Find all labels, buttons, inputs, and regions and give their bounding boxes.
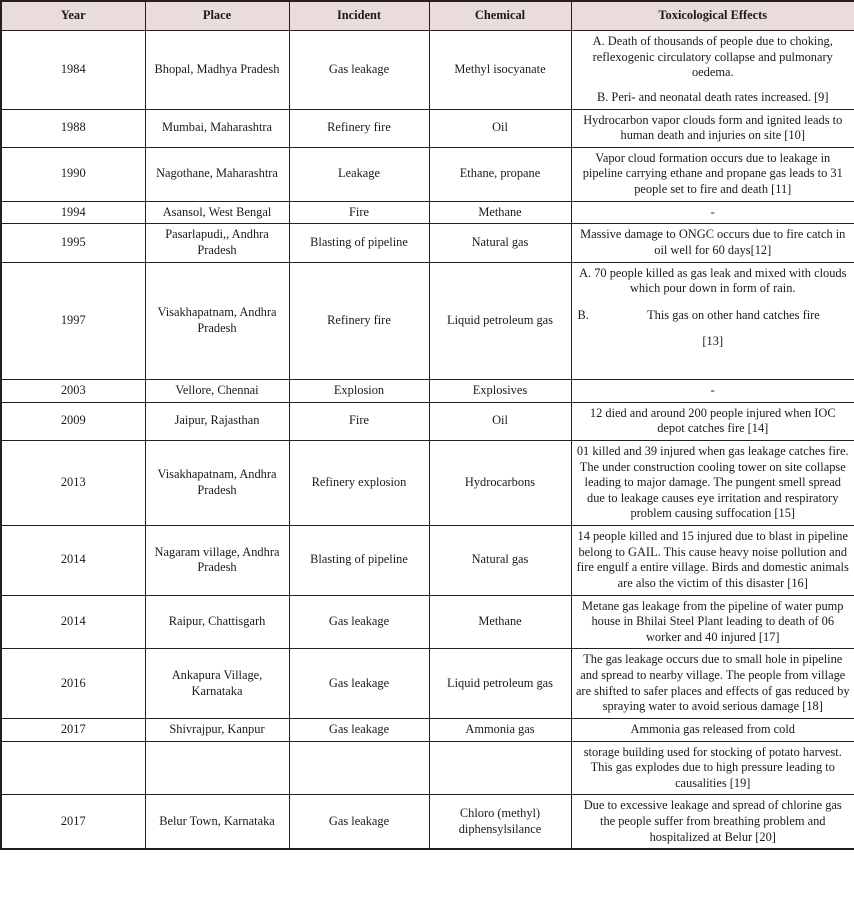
cell-place [145, 741, 289, 795]
cell-year: 2009 [1, 402, 145, 440]
table-row-continuation [1, 741, 854, 795]
cell-chemical: Oil [429, 109, 571, 147]
cell-incident: Refinery fire [289, 109, 429, 147]
cell-chemical: Explosives [429, 380, 571, 403]
table-row [1, 526, 854, 596]
cell-place: Pasarlapudi,, Andhra Pradesh [145, 224, 289, 262]
table-row [1, 147, 854, 201]
table-body [1, 31, 854, 850]
table-row [1, 649, 854, 719]
cell-incident: Blasting of pipeline [289, 224, 429, 262]
table-header-row [1, 1, 854, 31]
cell-incident: Leakage [289, 147, 429, 201]
cell-incident: Gas leakage [289, 595, 429, 649]
cell-effects: - [571, 201, 854, 224]
cell-year: 1994 [1, 201, 145, 224]
table-row [1, 718, 854, 741]
effects-item-a: A. Death of thousands of people due to choking, reflexogenic circulatory collapse and pulmonary oedema. [592, 34, 833, 80]
table-row [1, 795, 854, 849]
cell-effects: Ammonia gas released from cold [571, 718, 854, 741]
cell-place: Belur Town, Karnataka [145, 795, 289, 849]
effects-reference: [13] [702, 334, 724, 349]
table-row [1, 402, 854, 440]
cell-year: 2013 [1, 440, 145, 525]
effects-item-b [576, 308, 851, 324]
cell-year: 1984 [1, 31, 145, 110]
cell-place: Vellore, Chennai [145, 380, 289, 403]
cell-place: Raipur, Chattisgarh [145, 595, 289, 649]
cell-chemical: Ethane, propane [429, 147, 571, 201]
cell-year: 2017 [1, 718, 145, 741]
cell-year: 1997 [1, 262, 145, 380]
cell-effects: Vapor cloud formation occurs due to leakage in pipeline carrying ethane and propane gas leads to 31 people set to fire and death [11] [571, 147, 854, 201]
table-row [1, 31, 854, 110]
table-row [1, 109, 854, 147]
cell-incident: Fire [289, 402, 429, 440]
cell-effects [571, 31, 854, 110]
cell-place: Bhopal, Madhya Pradesh [145, 31, 289, 110]
cell-chemical: Ammonia gas [429, 718, 571, 741]
column-header-effects: Toxicological Effects [571, 1, 854, 31]
cell-year: 2014 [1, 526, 145, 596]
effects-item-b-marker: B. [577, 307, 589, 322]
cell-effects: 01 killed and 39 injured when gas leakage catches fire. The under construction cooling tower on site collapse leading to major damage. The pungent smell spread due to leakage causes eye irritation and respiratory problem causing suffocation [15] [571, 440, 854, 525]
cell-place: Ankapura Village, Karnataka [145, 649, 289, 719]
cell-chemical: Methane [429, 201, 571, 224]
cell-incident: Refinery fire [289, 262, 429, 380]
cell-place: Mumbai, Maharashtra [145, 109, 289, 147]
cell-incident: Gas leakage [289, 649, 429, 719]
cell-incident: Gas leakage [289, 795, 429, 849]
cell-year [1, 741, 145, 795]
cell-chemical: Methyl isocyanate [429, 31, 571, 110]
cell-chemical: Chloro (methyl) diphensylsilance [429, 795, 571, 849]
cell-chemical: Oil [429, 402, 571, 440]
cell-chemical: Liquid petroleum gas [429, 262, 571, 380]
table-row [1, 262, 854, 380]
cell-effects: Metane gas leakage from the pipeline of water pump house in Bhilai Steel Plant leading to death of 06 worker and 40 injured [17] [571, 595, 854, 649]
cell-chemical: Liquid petroleum gas [429, 649, 571, 719]
cell-spacer [576, 350, 851, 376]
table-header [1, 1, 854, 31]
table-row [1, 224, 854, 262]
effects-item-b-text: This gas on other hand catches fire [647, 307, 820, 322]
table-row [1, 595, 854, 649]
cell-effects: Massive damage to ONGC occurs due to fire catch in oil well for 60 days[12] [571, 224, 854, 262]
table-row [1, 201, 854, 224]
column-header-place: Place [145, 1, 289, 31]
cell-effects: - [571, 380, 854, 403]
column-header-year: Year [1, 1, 145, 31]
cell-chemical: Methane [429, 595, 571, 649]
cell-effects: 14 people killed and 15 injured due to blast in pipeline belong to GAIL. This cause heavy noise pollution and fire engulf a entire village. Birds and domestic animals are also the victim of this disaster [16] [571, 526, 854, 596]
table-row [1, 380, 854, 403]
cell-incident: Gas leakage [289, 718, 429, 741]
cell-effects: Hydrocarbon vapor clouds form and ignited leads to human death and injuries on site [10] [571, 109, 854, 147]
cell-year: 2003 [1, 380, 145, 403]
cell-place: Nagaram village, Andhra Pradesh [145, 526, 289, 596]
cell-place: Shivrajpur, Kanpur [145, 718, 289, 741]
cell-place: Nagothane, Maharashtra [145, 147, 289, 201]
cell-incident: Fire [289, 201, 429, 224]
cell-effects: Due to excessive leakage and spread of chlorine gas the people suffer from breathing problem and hospitalized at Belur [20] [571, 795, 854, 849]
cell-year: 1988 [1, 109, 145, 147]
cell-chemical: Natural gas [429, 526, 571, 596]
column-header-incident: Incident [289, 1, 429, 31]
cell-year: 1990 [1, 147, 145, 201]
cell-incident: Refinery explosion [289, 440, 429, 525]
cell-incident: Gas leakage [289, 31, 429, 110]
cell-year: 2017 [1, 795, 145, 849]
effects-item-b: B. Peri- and neonatal death rates increased. [9] [596, 89, 829, 104]
cell-effects: storage building used for stocking of potato harvest. This gas explodes due to high pressure leading to causalities [19] [571, 741, 854, 795]
cell-effects: The gas leakage occurs due to small hole in pipeline and spread to nearby village. The people from village are shifted to safer places and effects of gas reduced by spraying water to avoid serious damage [18] [571, 649, 854, 719]
cell-effects: 12 died and around 200 people injured when IOC depot catches fire [14] [571, 402, 854, 440]
cell-chemical: Hydrocarbons [429, 440, 571, 525]
effects-item-a: A. 70 people killed as gas leak and mixed with clouds which pour down in form of rain. [579, 265, 847, 296]
cell-chemical: Natural gas [429, 224, 571, 262]
cell-place: Asansol, West Bengal [145, 201, 289, 224]
cell-chemical [429, 741, 571, 795]
cell-year: 2014 [1, 595, 145, 649]
cell-place: Jaipur, Rajasthan [145, 402, 289, 440]
cell-incident: Blasting of pipeline [289, 526, 429, 596]
cell-incident: Explosion [289, 380, 429, 403]
cell-effects [571, 262, 854, 380]
cell-place: Visakhapatnam, Andhra Pradesh [145, 440, 289, 525]
table-row [1, 440, 854, 525]
cell-incident [289, 741, 429, 795]
column-header-chemical: Chemical [429, 1, 571, 31]
cell-year: 1995 [1, 224, 145, 262]
cell-year: 2016 [1, 649, 145, 719]
cell-place: Visakhapatnam, Andhra Pradesh [145, 262, 289, 380]
